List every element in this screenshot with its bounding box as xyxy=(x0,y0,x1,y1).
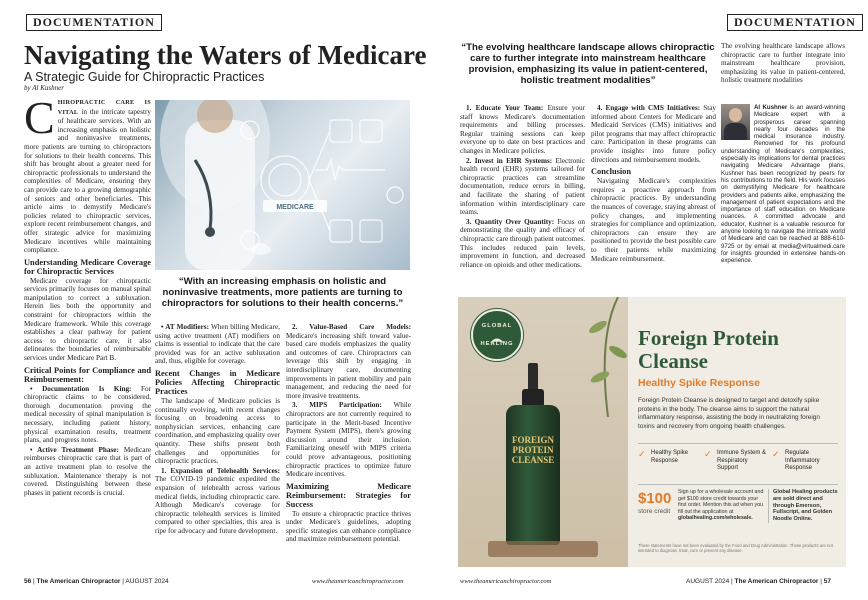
bullet-text: When billing Medicare, using active treatment (AT) modifiers on claims is essential to indicate that the care provided was for an active subluxation and, thus, eligible for coverage. xyxy=(155,323,280,366)
article-title: Navigating the Waters of Medicare xyxy=(24,40,427,70)
bullet-title: AT Modifiers: xyxy=(165,323,209,331)
bottle-label-line: PROTEIN xyxy=(512,445,554,455)
magazine-name: The American Chiropractor xyxy=(734,578,819,585)
branch-decoration xyxy=(548,297,628,417)
ad-tagline: Healthy Spike Response xyxy=(638,377,760,389)
paragraph: To ensure a chiropractic practice thrives under Medicare's guidelines, adopting specific strategies can enhance compliance and maximize reimbursement potential. xyxy=(286,509,411,544)
list-title: 2. Invest in EHR Systems: xyxy=(466,156,553,165)
ad-title xyxy=(638,327,779,373)
intro-lead: HIROPRACTIC CARE IS VITAL xyxy=(57,99,151,116)
benefit-label: Regulate Inflammatory Response xyxy=(785,450,820,471)
disclaimer: These statements have not been evaluated by the Food and Drug Administration. These products are not intended to diagnose, treat, cure or prevent any disease. xyxy=(638,543,833,553)
offer-text xyxy=(678,489,766,522)
issue-date: AUGUST 2024 xyxy=(125,578,169,585)
check-icon: ✓ xyxy=(638,449,646,459)
benefit-label: Healthy Spike Response xyxy=(651,450,689,464)
list-title: 2. Value-Based Care Models: xyxy=(292,323,411,331)
offer-body: Sign up for a wholesale account and get $100 store credit towards your first order. Mention this ad when you fill out the application at xyxy=(678,489,764,515)
bullet-text: For chiropractic claims to be considered, thorough documentation proving the medical necessity of spinal manipulation is necessary, including patient history, physical examination results, treatment plans, and progress notes. xyxy=(24,384,151,445)
list-text: The COVID-19 pandemic expedited the expansion of telehealth across various medical fields, including chiropractic care. Although Medicare's coverage for chiropractic telehealth services is limited compared to other specialties, this area is ripe for advocacy and future development. xyxy=(155,475,280,535)
image-tag: MEDICARE xyxy=(276,204,314,211)
benefit-item xyxy=(704,450,770,473)
product-photo xyxy=(458,297,628,567)
bottle-label xyxy=(506,435,560,465)
price-label: store credit xyxy=(638,508,671,515)
magazine-name: The American Chiropractor xyxy=(36,578,121,585)
list-title: 4. Engage with CMS Initiatives: xyxy=(597,104,701,112)
heading-maximizing: Maximizing Medicare Reimbursement: Strategies for Success xyxy=(286,481,411,509)
heading-coverage: Understanding Medicare Coverage for Chiropractic Services xyxy=(24,257,151,276)
benefits-row xyxy=(638,443,838,485)
author-bio-text: is an award-winning Medicare expert with a prosperous career spanning nearly four decades in the medical insurance industry. Renowned for his profound understanding of Medicare's complexities, especially its implications for dental practices navigating Medicare Advantage plans, Kushner has been recognized by peers for his contributions to the field. His work focuses on demystifying Medicare for healthcare providers and patients alike, emphasizing the management of patient expectations and the importance of staff education on Medicare nuances. A committed advocate and educator, Kushner is a valuable resource for anyone looking to navigate the intricate world of Medicare and can be reached at 888-610-9725 or by email at media@virtualmedi.care for insights grounded in extensive hands-on experience. xyxy=(721,104,845,265)
author-photo xyxy=(721,104,750,140)
column-1: C HIROPRACTIC CARE IS VITAL in the intricate tapestry of healthcare services. With an increasing emphasis on holistic and noninvasive treatments, more patients are turning to chiropractors for solutions to their health concerns. This shift has brought about a greater need for chiropractic professionals to understand the complexities of Medicare, ensuring they can provide care to a growing demographic of seniors and other beneficiaries. This article aims to demystify Medicare's policies related to chiropractic services, explore recent reimbursement changes, and offer strategic advice for maximizing Medicare incentives while maintaining compliance. Understanding Medicare Coverage for Chiropractic Services Medicare coverage for chiropractic services primarily focuses on manual spinal manipulation to correct a subluxation. Herein lies both the opportunity and constraint for chiropractors within the Medicare framework. While this coverage establishes a clear pathway for patient access to chiropractic care, it also delineates the boundaries of reimbursable services under Medicare Part B. Critical Points for Compliance and Reimbursement: • Documentation Is King: For chiropractic claims to be considered, thorough documentation proving the medical necessity of spinal manipulation is necessary, including patient history, physical examination results, treatment plans, and progress notes. • Active Treatment Phase: Medicare reimburses chiropractic care that is part of an active treatment plan to resolve the subluxation. Maintenance therapy is not covered. Distinguishing between these phases in patient records is crucial. xyxy=(24,98,151,497)
bullet-title: Documentation Is King: xyxy=(42,384,132,393)
section-label: DOCUMENTATION xyxy=(26,14,162,31)
ad-description: Foreign Protein Cleanse is designed to target and detoxify spike proteins in the body. The cleanse aims to support the natural inflammatory response, assisting the body in neutralizing foreign toxins and recovery from ongoing health challenges. xyxy=(638,397,820,430)
seal-text-top: GLOBAL xyxy=(481,323,513,329)
list-text: Medicare's increasing shift toward value-based care models emphasizes the quality and outcomes of care. Chiropractors can leverage this shift by engaging in interdisciplinary care, documenting improvements in patient mobility and pain management, and reducing the need for more invasive treatments. xyxy=(286,331,411,400)
list-title: 1. Educate Your Team: xyxy=(466,104,544,112)
paragraph: Navigating Medicare's complexities requires a proactive approach from chiropractic practices. By understanding the nuances of coverage, staying abreast of policy changes, and implementing strategies for compliance and optimization, chiropractors can ensure they are positioned to provide the best possible care to their patients while maximizing Medicare reimbursement. xyxy=(591,177,716,263)
advertisement xyxy=(458,297,846,567)
column-2: • AT Modifiers: When billing Medicare, using active treatment (AT) modifiers on claims is essential to indicate that the care provided was for an active subluxation and, thus, eligible for coverage. Recent Changes in Medicare Policies Affecting Chiropractic Practices The landscape of Medicare policies is continually evolving, with recent changes focusing on broadening access to nonphysician services, enhancing care coordination, and emphasizing quality over quantity. These shifts present both challenges and opportunities for chiropractic practices. 1. Expansion of Telehealth Services: The COVID-19 pandemic expedited the expansion of telehealth across various medical fields, including chiropractic care. Although Medicare's coverage for chiropractic telehealth services is limited compared to other specialties, this area is ripe for advocacy and future development. xyxy=(155,323,280,535)
author-name: Al Kushner xyxy=(754,104,788,111)
column-5 xyxy=(591,104,716,290)
list-text: While chiropractors are not currently required to participate in the Merit-based Incentive Payment System (MIPS), there's growing discussion around their inclusion. Familiarizing oneself with MIPS criteria could prove advantageous, positioning chiropractic practices to optimize future Medicare incentives. xyxy=(286,401,411,479)
side-quote-text: The evolving healthcare landscape allows chiropractic care to further integrate into mainstream healthcare provision, emphasizing its value in patient-centered, holistic treatment modalities xyxy=(721,42,845,85)
ad-title-line: Foreign Protein xyxy=(638,326,779,350)
benefit-label: Immune System & Respiratory Support xyxy=(717,450,767,471)
bullet-text: Medicare reimburses chiropractic care that is part of an active treatment plan to resolve the subluxation. Maintenance therapy is not covered. Distinguishing between these phases in patient records is crucial. xyxy=(24,445,151,497)
paragraph: Medicare coverage for chiropractic services primarily focuses on manual spinal manipulation to correct a subluxation. Herein lies both the opportunity and constraint for chiropractors within the Medicare framework. While this coverage establishes a clear pathway for patient access to chiropractic care, it also delineates the boundaries of reimbursable services under Medicare Part B. xyxy=(24,276,151,363)
section-label: DOCUMENTATION xyxy=(727,14,863,31)
drop-cap: C xyxy=(24,98,55,143)
pull-quote: “The evolving healthcare landscape allows chiropractic care to further integrate into mainstream healthcare provision, emphasizing its value in patient-centered, holistic treatment modalities” xyxy=(461,42,715,86)
seal-text-bottom: HEALING xyxy=(480,341,514,347)
retail-info: Global Healing products are sold direct and through Emerson, Fullscript, and Golden Noodle Online. xyxy=(768,489,841,523)
footer-url: www.theamericanchiropractor.com xyxy=(312,578,404,585)
medical-interface-illustration xyxy=(155,100,410,270)
footer-url: www.theamericanchiropractor.com xyxy=(460,578,552,585)
ad-title-line: Cleanse xyxy=(638,349,708,373)
benefit-item xyxy=(638,450,702,465)
leaf-icon xyxy=(489,331,505,339)
heading-recent-changes: Recent Changes in Medicare Policies Affecting Chiropractic Practices xyxy=(155,368,280,396)
list-text: Ensure your staff knows Medicare's documentation requirements and billing processes. Regular training sessions can keep everyone up to date on best practices and changes in Medicare policies. xyxy=(460,104,585,155)
list-text: Stay informed about Centers for Medicare and Medicaid Services (CMS) initiatives and pilot programs that may affect chiropractic care. Participation in these programs can provide insights into future policy directions and reimbursement models. xyxy=(591,104,716,164)
footer-left: 56 | The American Chiropractor | AUGUST 2024 xyxy=(24,578,169,585)
price: $100 xyxy=(638,490,672,507)
list-text: Focus on demonstrating the quality and efficacy of chiropractic care through patient outcomes. This includes reduced pain levels, improvement in function, and decreased reliance on opioids and other medications. xyxy=(460,217,585,269)
article-subtitle: A Strategic Guide for Chiropractic Practices xyxy=(24,70,265,84)
issue-date: AUGUST 2024 xyxy=(686,578,730,585)
dropper-cap xyxy=(528,363,538,391)
page-number: 57 xyxy=(823,578,832,585)
heading-conclusion: Conclusion xyxy=(591,167,632,177)
check-icon: ✓ xyxy=(704,449,712,459)
bottle-label-line: FOREIGN xyxy=(511,435,554,445)
wood-stand xyxy=(488,541,598,557)
author-bio xyxy=(721,104,845,290)
list-title: 1. Expansion of Telehealth Services: xyxy=(161,466,280,475)
heading-compliance: Critical Points for Compliance and Reimbursement: xyxy=(24,365,151,384)
list-text: Electronic health record (EHR) systems tailored for chiropractic practices can streamline documentation, reduce errors in billing, and facilitate the sharing of patient information within interdisciplinary care teams. xyxy=(460,156,585,217)
check-icon: ✓ xyxy=(772,449,780,459)
benefit-item xyxy=(772,450,838,473)
byline: by Al Kushner xyxy=(24,84,64,92)
paragraph: The landscape of Medicare policies is continually evolving, with recent changes focusing on broadening access to nonphysician services, enhancing care coordination, and emphasizing quality over quantity. These shifts present both challenges and opportunities for chiropractic practices. xyxy=(155,396,280,466)
column-3 xyxy=(286,323,411,563)
hero-image xyxy=(155,100,410,270)
pull-quote: “With an increasing emphasis on holistic and noninvasive treatments, more patients are turning to chiropractors for solutions to their health concerns.” xyxy=(161,276,404,309)
offer-link[interactable]: globalhealing.com/wholesale. xyxy=(678,515,753,522)
intro-text: in the intricate tapestry of healthcare services. With an increasing emphasis on holistic and noninvasive treatments, more patients are turning to chiropractors for solutions to their health concerns. This shift has brought about a greater need for chiropractic professionals to understand the complexities of Medicare, ensuring they can provide care to a growing demographic of seniors and other beneficiaries. This article aims to demystify Medicare's policies related to chiropractic services, explore recent reimbursement changes, and offer strategic advice for maximizing Medicare incentives while maintaining compliance. xyxy=(24,107,151,255)
page-number: 56 xyxy=(24,578,32,585)
footer-right: AUGUST 2024 | The American Chiropractor | 57 xyxy=(686,578,832,585)
list-title: 3. Quantity Over Quantity: xyxy=(466,217,555,226)
brand-seal xyxy=(471,309,523,361)
product-bottle xyxy=(506,405,560,545)
column-4 xyxy=(460,104,585,290)
list-title: 3. MIPS Participation: xyxy=(292,401,382,410)
bullet-title: Active Treatment Phase: xyxy=(37,445,119,454)
bottle-label-line: CLEANSE xyxy=(511,455,555,465)
